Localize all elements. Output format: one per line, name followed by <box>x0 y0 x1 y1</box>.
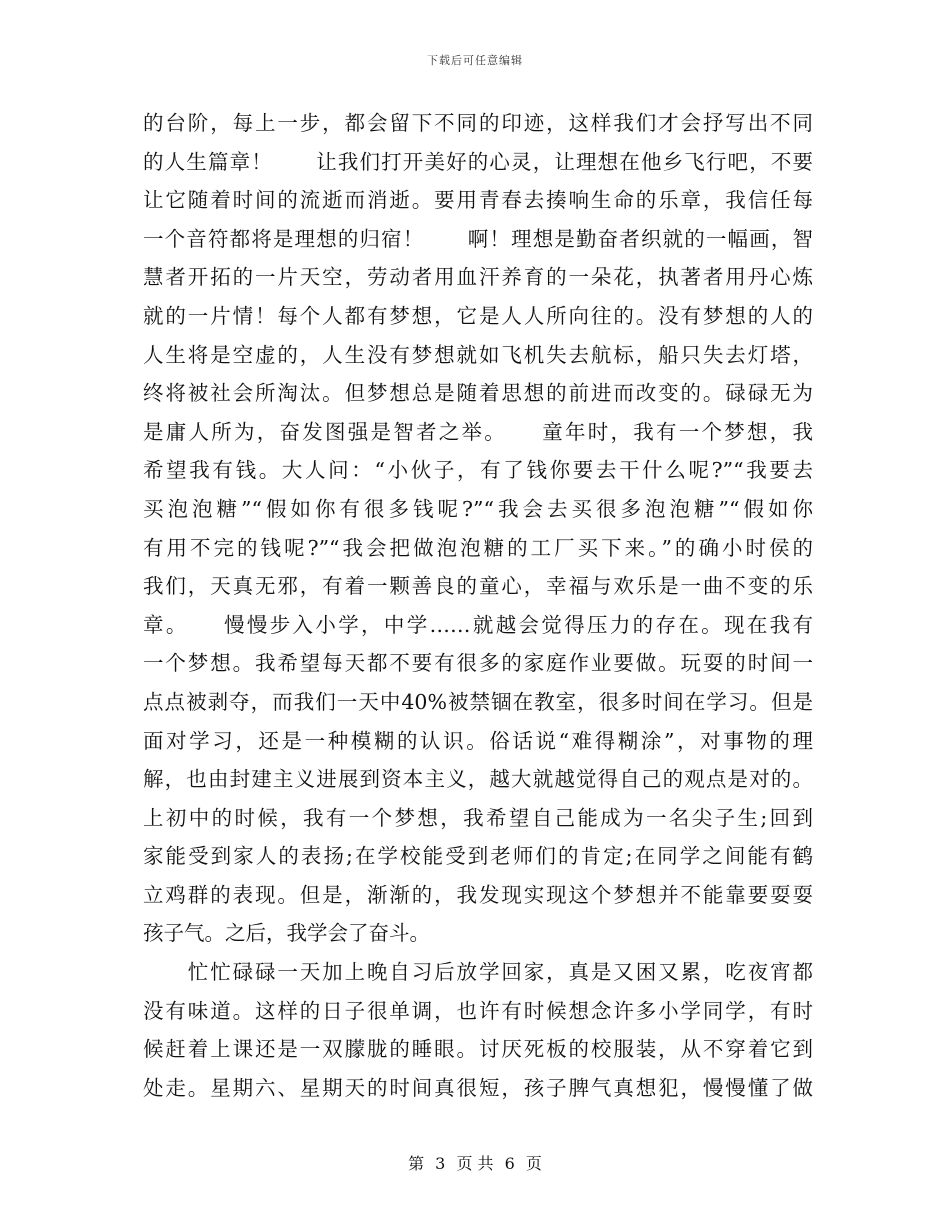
body-line: 没有味道。这样的日子很单调，也许有时候想念许多小学同学，有时 <box>143 998 813 1023</box>
total-page-count: 6 <box>504 1154 515 1173</box>
body-line: 面对学习，还是一种模糊的认识。俗话说“难得糊涂”，对事物的理 <box>143 728 813 753</box>
body-line: 是庸人所为，奋发图强是智者之举。 童年时，我有一个梦想，我 <box>143 419 813 444</box>
body-line: 希望我有钱。大人问：“小伙子，有了钱你要去干什么呢?”“我要去 <box>143 458 813 483</box>
footer-prefix: 第 <box>408 1154 425 1173</box>
body-line: 我们，天真无邪，有着一颗善良的童心，幸福与欢乐是一曲不变的乐 <box>143 574 813 599</box>
page-footer <box>0 1151 950 1174</box>
body-line: 让它随着时间的流逝而消逝。要用青春去揍响生命的乐章，我信任每 <box>143 188 813 213</box>
body-line: 上初中的时候，我有一个梦想，我希望自己能成为一名尖子生;回到 <box>143 805 813 830</box>
body-line: 慧者开拓的一片天空，劳动者用血汗养育的一朵花，执著者用丹心炼 <box>143 265 813 290</box>
body-line: 一个音符都将是理想的归宿！ 啊！理想是勤奋者织就的一幅画，智 <box>143 226 813 251</box>
body-line: 终将被社会所淘汰。但梦想总是随着思想的前进而改变的。碌碌无为 <box>143 381 813 406</box>
body-line: 解，也由封建主义进展到资本主义，越大就越觉得自己的观点是对的。 <box>143 767 813 792</box>
body-line: 候赶着上课还是一双朦胧的睡眼。讨厌死板的校服装，从不穿着它到 <box>143 1037 813 1062</box>
body-line: 家能受到家人的表扬;在学校能受到老师们的肯定;在同学之间能有鹤 <box>143 844 813 869</box>
body-line: 一个梦想。我希望每天都不要有很多的家庭作业要做。玩耍的时间一 <box>143 651 813 676</box>
document-body <box>143 104 813 1107</box>
body-line: 章。 慢慢步入小学，中学……就越会觉得压力的存在。现在我有 <box>143 612 813 637</box>
current-page-number: 3 <box>435 1154 446 1173</box>
body-line: 孩子气。之后，我学会了奋斗。 <box>143 921 430 946</box>
footer-middle: 页 共 <box>456 1154 494 1173</box>
page-header: 下载后可任意编辑 <box>427 54 523 67</box>
body-line: 人生将是空虚的，人生没有梦想就如飞机失去航标，船只失去灯塔， <box>143 342 813 367</box>
body-line: 就的一片情！每个人都有梦想，它是人人所向往的。没有梦想的人的 <box>143 303 813 328</box>
footer-suffix: 页 <box>525 1154 542 1173</box>
body-line: 忙忙碌碌一天加上晚自习后放学回家，真是又困又累，吃夜宵都 <box>143 960 813 985</box>
body-line: 的人生篇章！ 让我们打开美好的心灵，让理想在他乡飞行吧，不要 <box>143 149 813 174</box>
body-line: 的台阶，每上一步，都会留下不同的印迹，这样我们才会抒写出不同 <box>143 111 813 135</box>
body-line: 立鸡群的表现。但是，渐渐的，我发现实现这个梦想并不能靠要耍耍 <box>143 882 813 907</box>
body-line: 点点被剥夺，而我们一天中40%被禁锢在教室，很多时间在学习。但是 <box>143 689 813 714</box>
body-line: 处走。星期六、星期天的时间真很短，孩子脾气真想犯，慢慢懂了做 <box>143 1075 813 1100</box>
body-line: 有用不完的钱呢?”“我会把做泡泡糖的工厂买下来。”的确小时侯的 <box>143 535 813 560</box>
body-line: 买泡泡糖”“假如你有很多钱呢?”“我会去买很多泡泡糖”“假如你 <box>143 496 813 521</box>
